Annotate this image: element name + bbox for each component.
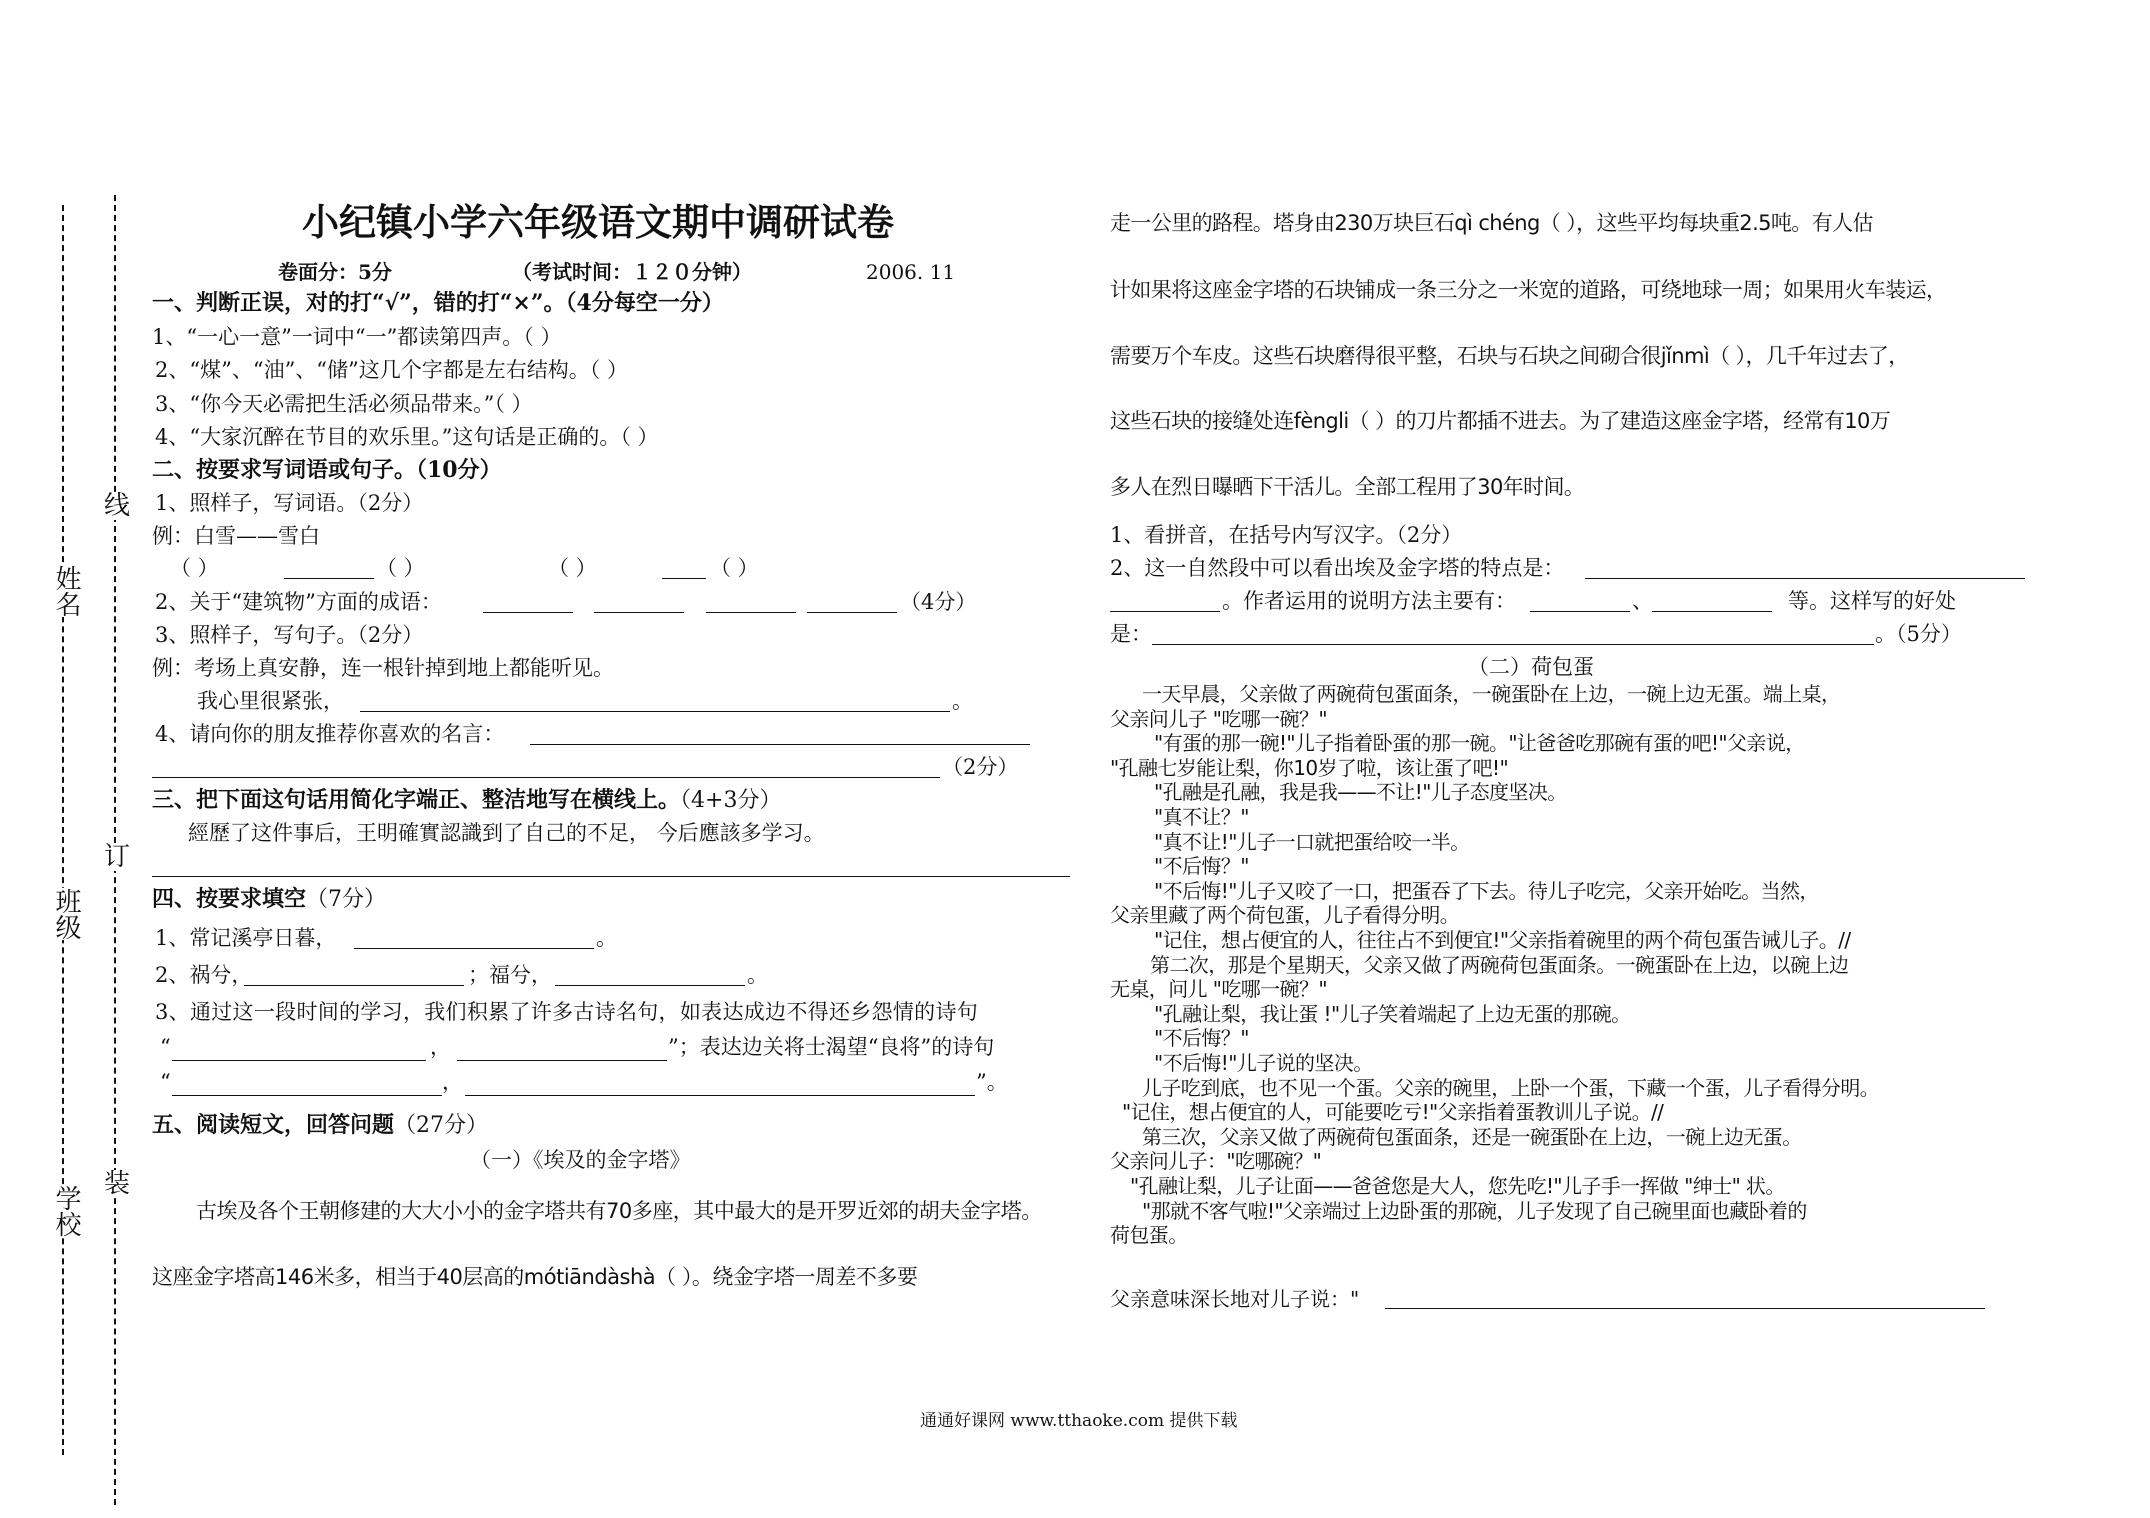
sec2-q1: 1、照样子，写词语。（2分）: [155, 491, 424, 515]
passage-1-q2-mid: 。作者运用的说明方法主要有：: [1222, 589, 1516, 613]
story-line: 第三次，父亲又做了两碗荷包蛋面条，还是一碗蛋卧在上边，一碗上边无蛋。: [1142, 1124, 1802, 1149]
quote-line-1[interactable]: [530, 744, 1030, 745]
section-1-heading: 一、判断正误，对的打“√”，错的打“×”。（4分每空一分）: [152, 290, 724, 316]
sec4-q3-comma-1: ，: [430, 1035, 451, 1059]
sec1-item-3: 3、“你今天必需把生活必须品带来。”（ ）: [155, 392, 533, 416]
section-5-heading-text: 五、阅读短文，回答问题: [152, 1112, 395, 1138]
story-line: 荷包蛋。: [1110, 1223, 1188, 1248]
story-line: "孔融让梨，我让蛋 !"儿子笑着端起了上边无蛋的那碗。: [1154, 1001, 1631, 1026]
sec4-q3-mid: ”；表达边关将士渴望“良将”的诗句: [668, 1035, 995, 1059]
sec4-q1-period: 。: [596, 926, 617, 950]
sec4-q3-open-1: “: [160, 1035, 171, 1059]
sec2-q4-points: （2分）: [942, 755, 1019, 779]
class-label: 班级: [51, 888, 81, 940]
general-verse-line-2[interactable]: [465, 1095, 975, 1096]
homesick-verse-line-2[interactable]: [457, 1060, 667, 1061]
traditional-sentence: 經歷了这件事后，王明確實認識到了自己的不足， 今后應該多学习。: [188, 821, 825, 845]
idiom-line-1[interactable]: [483, 612, 573, 613]
outer-dashed-line: [62, 205, 64, 1455]
idiom-line-3[interactable]: [706, 612, 796, 613]
sec4-q2-period: 。: [747, 963, 768, 987]
sec4-q3: 3、通过这一段时间的学习，我们积累了许多古诗名句，如表达成边不得还乡怨情的诗句: [155, 1000, 979, 1024]
page-title: 小纪镇小学六年级语文期中调研试卷: [302, 200, 894, 244]
sec4-q2b: ；福兮，: [468, 963, 552, 987]
story-line: "真不让？": [1154, 805, 1249, 829]
story-line: 儿子吃到底，也不见一个蛋。父亲的碗里，上卧一个蛋，下藏一个蛋，儿子看得分明。: [1142, 1075, 1880, 1100]
sec2-q1-example: 例：白雪——雪白: [152, 524, 320, 548]
story-line: "不后悔？": [1154, 1026, 1249, 1051]
idiom-line-2[interactable]: [594, 612, 684, 613]
sec4-q1: 1、常记溪亭日暮，: [155, 926, 337, 950]
story-line: "真不让!"儿子一口就把蛋给咬一半。: [1154, 829, 1470, 854]
sec2-q2-points: （4分）: [900, 590, 977, 614]
section-3-heading: [152, 785, 781, 816]
passage-1-q1: 1、看拼音，在括号内写汉字。（2分）: [1110, 523, 1463, 547]
proverb-line-1[interactable]: [244, 985, 464, 986]
section-3-heading-text: 三、把下面这句话用简化字端正、整洁地写在横线上。: [152, 787, 681, 813]
story-line: 父亲问儿子："吃哪碗？": [1110, 1149, 1322, 1174]
story-line: "有蛋的那一碗!"儿子指着卧蛋的那一碗。"让爸爸吃那碗有蛋的吧!"父亲说，: [1154, 731, 1805, 756]
sec1-item-2: 2、“煤”、“油”、“储”这几个字都是左右结构。（ ）: [155, 358, 628, 382]
sec2-q3-stem: 我心里很紧张，: [197, 689, 344, 713]
story-line: 一天早晨，父亲做了两碗荷包蛋面条，一碗蛋卧在上边，一碗上边无蛋。端上桌，: [1142, 682, 1841, 706]
pyramid-feature-line-1[interactable]: [1585, 578, 2025, 579]
story-line: "记住，想占便宜的人，往往占不到便宜!"父亲指着碗里的两个荷包蛋告诫儿子。//: [1154, 928, 1851, 952]
final-answer-line[interactable]: [1385, 1308, 1985, 1309]
passage-1-title: （一）《埃及的金字塔》: [470, 1148, 691, 1172]
word-answer-paren-1: （ ）: [170, 556, 219, 580]
word-answer-line-2[interactable]: [662, 578, 706, 579]
section-4-heading-text: 四、按要求填空: [152, 886, 307, 912]
pyramid-feature-line-2[interactable]: [1110, 611, 1220, 612]
exam-time: （考试时间：１２０分钟）: [512, 260, 752, 284]
binding-mark-line: 线: [104, 491, 131, 521]
story-line: 父亲里藏了两个荷包蛋，儿子看得分明。: [1110, 903, 1460, 928]
school-label: 学校: [51, 1185, 81, 1237]
poem-line-1[interactable]: [354, 948, 594, 949]
story-line: "不后悔!"儿子说的坚决。: [1154, 1051, 1373, 1075]
word-answer-paren-3: （ ）: [548, 556, 597, 580]
sec2-q3: 3、照样子，写句子。（2分）: [155, 623, 424, 647]
passage-1-line-6: 这些石块的接缝处连fèngli（ ）的刀片都插不进去。为了建造这座金字塔，经常有10万: [1110, 409, 1891, 433]
final-question: 父亲意味深长地对儿子说：": [1110, 1287, 1360, 1311]
story-line: 父亲问儿子 "吃哪一碗？": [1110, 706, 1327, 731]
word-answer-paren-4: （ ）: [710, 556, 759, 580]
story-line: "孔融让梨，儿子让面——爸爸您是大人，您先吃!"儿子手一挥做 "绅士" 状。: [1130, 1174, 1785, 1198]
story-line: "那就不客气啦!"父亲端过上边卧蛋的那碗，儿子发现了自己碗里面也藏卧着的: [1142, 1198, 1807, 1223]
sec2-q2: 2、关于“建筑物”方面的成语：: [155, 590, 442, 614]
passage-1-line-5: 需要万个车皮。这些石块磨得很平整，石块与石块之间砌合很jǐnmì（ ），几千年过去了，: [1110, 344, 1909, 368]
exam-date: 2006. 11: [866, 260, 956, 284]
section-5-heading: [152, 1110, 488, 1141]
score-note: 卷面分：5分: [278, 260, 392, 284]
section-5-points: （27分）: [394, 1113, 489, 1138]
passage-1-q2-dun: 、: [1632, 589, 1653, 613]
story-line: 无桌，问儿 "吃哪一碗？": [1110, 977, 1327, 1002]
story-line: "孔融是孔融，我是我——不让!"儿子态度坚决。: [1154, 780, 1567, 805]
section-4-points: （7分）: [306, 887, 387, 912]
story-line: "不后悔!"儿子又咬了一口，把蛋吞了下去。待儿子吃完，父亲开始吃。当然，: [1154, 878, 1819, 903]
passage-1-line-3: 走一公里的路程。塔身由230万块巨石qì chéng（ ），这些平均每块重2.5吨。有人估: [1110, 211, 1873, 235]
passage-2-title: （二）荷包蛋: [1468, 655, 1594, 679]
sec1-item-4: 4、“大家沉醉在节目的欢乐里。”这句话是正确的。（ ）: [155, 425, 659, 449]
method-line-1[interactable]: [1530, 611, 1630, 612]
section-3-points: （4+3分）: [680, 788, 782, 813]
story-line: "孔融七岁能让梨，你10岁了啦，该让蛋了吧!": [1110, 755, 1509, 780]
passage-1-q2-shi: 是：: [1110, 622, 1152, 646]
simplified-writing-line[interactable]: [152, 876, 1070, 877]
passage-1-q2-end: 等。这样写的好处: [1788, 589, 1956, 613]
general-verse-line-1[interactable]: [172, 1095, 442, 1096]
binding-mark-zhuang: 装: [104, 1169, 131, 1199]
sec2-q3-period: 。: [952, 689, 973, 713]
sec1-item-1: 1、“一心一意”一词中“一”都读第四声。（ ）: [152, 325, 562, 349]
section-2-heading: 二、按要求写词语或句子。（10分）: [152, 457, 502, 483]
sec4-q3-comma-2: ，: [442, 1070, 463, 1094]
homesick-verse-line-1[interactable]: [172, 1060, 426, 1061]
sec2-q3-example: 例：考场上真安静，连一根针掉到地上都能听见。: [152, 656, 614, 680]
binding-mark-ding: 订: [104, 842, 131, 872]
word-answer-line-1[interactable]: [284, 578, 374, 579]
quote-line-2[interactable]: [152, 777, 940, 778]
passage-1-line-1: 古埃及各个王朝修建的大大小小的金字塔共有70多座，其中最大的是开罗近郊的胡夫金字塔。: [196, 1199, 1042, 1223]
sec2-q4: 4、请向你的朋友推荐你喜欢的名言：: [155, 722, 505, 746]
footer-credit: 通通好课网 www.tthaoke.com 提供下载: [920, 1411, 1238, 1431]
passage-1-line-4: 计如果将这座金字塔的石块铺成一条三分之一米宽的道路，可绕地球一周；如果用火车装运，: [1110, 278, 1947, 302]
story-line: "记住，想占便宜的人，可能要吃亏!"父亲指着蛋教训儿子说。//: [1122, 1100, 1664, 1125]
passage-1-q2: 2、这一自然段中可以看出埃及金字塔的特点是：: [1110, 556, 1565, 580]
story-line: 第二次，那是个星期天，父亲又做了两碗荷包蛋面条。一碗蛋卧在上边，以碗上边: [1150, 952, 1849, 977]
section-4-heading: [152, 884, 386, 915]
sec4-q2a: 2、祸兮，: [155, 963, 253, 987]
story-line: "不后悔？": [1154, 854, 1249, 879]
name-label: 姓名: [51, 565, 81, 617]
benefit-line[interactable]: [1152, 644, 1874, 645]
method-line-2[interactable]: [1652, 611, 1772, 612]
word-answer-paren-2: （ ）: [376, 556, 425, 580]
passage-1-line-7: 多人在烈日曝晒下干活儿。全部工程用了30年时间。: [1110, 475, 1585, 499]
idiom-line-4[interactable]: [807, 612, 897, 613]
sec4-q3-open-2: “: [160, 1070, 171, 1094]
passage-1-line-2: 这座金字塔高146米多，相当于40层高的mótiāndàshà（ ）。绕金字塔一周差不多要: [152, 1265, 918, 1289]
passage-1-q2-pts: 。（5分）: [1875, 622, 1962, 646]
sentence-line[interactable]: [360, 711, 950, 712]
proverb-line-2[interactable]: [555, 985, 745, 986]
sec4-q3-close: ”。: [976, 1070, 1008, 1094]
